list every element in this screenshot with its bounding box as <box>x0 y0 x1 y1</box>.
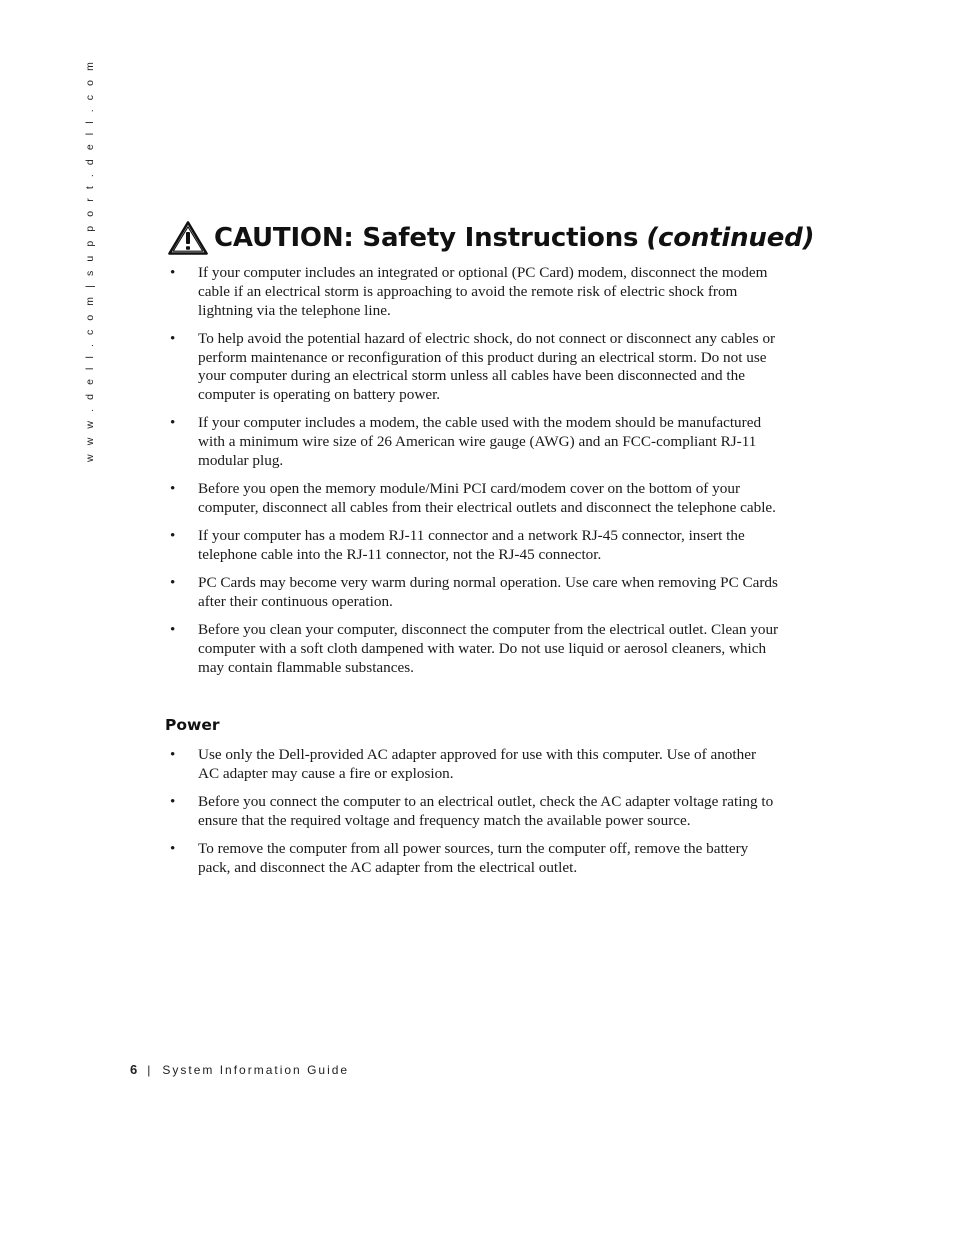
list-item <box>167 480 779 518</box>
list-item-text: Before you open the memory module/Mini PCI card/modem cover on the bottom of your computer, disconnect all cables from their electrical outlets and disconnect the telephone cable. <box>198 480 776 516</box>
caution-list <box>167 264 779 687</box>
section-heading-power: Power <box>165 716 220 734</box>
bullet: • <box>170 746 176 763</box>
list-item <box>167 330 779 405</box>
page-title <box>167 218 814 258</box>
list-item-text: Use only the Dell-provided AC adapter approved for use with this computer. Use of another AC adapter may cause a fire or explosion. <box>198 746 756 782</box>
list-item <box>167 414 779 470</box>
guide-title: System Information Guide <box>162 1063 350 1077</box>
list-item-text: To remove the computer from all power sources, turn the computer off, remove the battery pack, and disconnect the AC adapter from the electrical outlet. <box>198 839 749 876</box>
list-item-text: Before you connect the computer to an electrical outlet, check the AC adapter voltage rating to ensure that the required voltage and frequency match the available power source. <box>198 792 774 829</box>
list-item-text: If your computer has a modem RJ-11 connector and a network RJ-45 connector, insert the telephone cable into the RJ-11 connector, not the RJ-45 connector. <box>198 527 745 563</box>
title-continued: (continued) <box>646 223 815 253</box>
bullet: • <box>170 621 176 639</box>
list-item-text: If your computer includes an integrated or optional (PC Card) modem, disconnect the modem cable if an electrical storm is approaching to avoid the remote risk of electric shock from lightning via the telephone line. <box>198 264 768 319</box>
sidebar-url-text: w w w . d e l l . c o m | s u p p o r t . d e l l . c o m <box>84 59 96 462</box>
bullet: • <box>170 792 176 810</box>
list-item <box>167 746 779 784</box>
bullet: • <box>170 480 176 498</box>
bullet: • <box>170 414 176 432</box>
title-text: CAUTION: Safety Instructions <box>214 223 639 253</box>
list-item-text: If your computer includes a modem, the cable used with the modem should be manufactured with a minimum wire size of 26 American wire gauge (AWG) and an FCC-compliant RJ-11 modular plug. <box>198 414 762 469</box>
list-item <box>167 621 779 677</box>
bullet: • <box>170 264 176 281</box>
list-item-text: To help avoid the potential hazard of electric shock, do not connect or disconnect any cables or perform maintenance or reconfiguration of this product during an electrical storm. Do not use your computer during an electrical storm unless all cables have been disconnected and the computer is operating on battery power. <box>198 329 776 404</box>
bullet: • <box>170 839 176 857</box>
page-number: 6 <box>130 1062 138 1077</box>
warning-triangle-icon <box>167 220 209 256</box>
power-list <box>167 746 779 887</box>
list-item <box>167 793 779 831</box>
bullet: • <box>170 574 176 592</box>
list-item <box>167 527 779 565</box>
bullet: • <box>170 329 176 347</box>
list-item <box>167 264 779 320</box>
list-item-text: PC Cards may become very warm during normal operation. Use care when removing PC Cards after their continuous operation. <box>198 574 778 610</box>
bullet: • <box>170 527 176 545</box>
list-item-text: Before you clean your computer, disconnect the computer from the electrical outlet. Clean your computer with a soft cloth dampened with water. Do not use liquid or aerosol cleaners, which may contain flammable substances. <box>198 621 779 676</box>
footer-separator: | <box>147 1063 151 1077</box>
list-item <box>167 574 779 612</box>
list-item <box>167 840 779 878</box>
page-footer <box>130 1062 349 1077</box>
